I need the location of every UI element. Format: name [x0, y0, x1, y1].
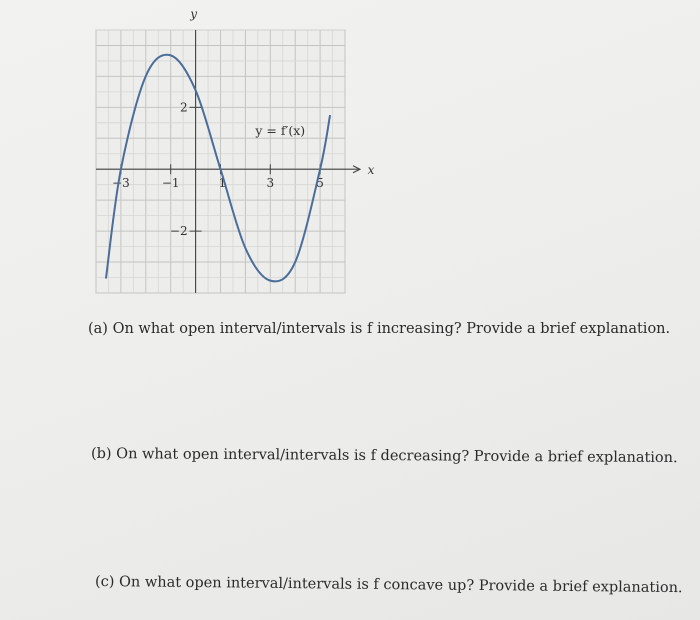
x-tick-label: −3 — [112, 176, 130, 191]
y-tick-label: −2 — [169, 224, 188, 239]
question-c: (c) On what open interval/intervals is f concave up? Provide a brief explanation. — [94, 574, 683, 597]
x-tick-label: 5 — [316, 176, 324, 191]
x-tick-label: 1 — [218, 176, 227, 191]
question-b: (b) On what open interval/intervals is f decreasing? Provide a brief explanation. — [90, 446, 678, 467]
x-tick-label: −1 — [161, 176, 180, 191]
x-axis-label: x — [367, 163, 375, 178]
x-tick-label: 3 — [266, 176, 275, 191]
grid-lines — [96, 30, 345, 293]
y-axis-label: y — [190, 7, 197, 21]
question-a: (a) On what open interval/intervals is f increasing? Provide a brief explanation. — [88, 321, 671, 337]
y-tick-label: 2 — [179, 100, 188, 115]
curve-label: y = f′(x) — [255, 123, 306, 139]
